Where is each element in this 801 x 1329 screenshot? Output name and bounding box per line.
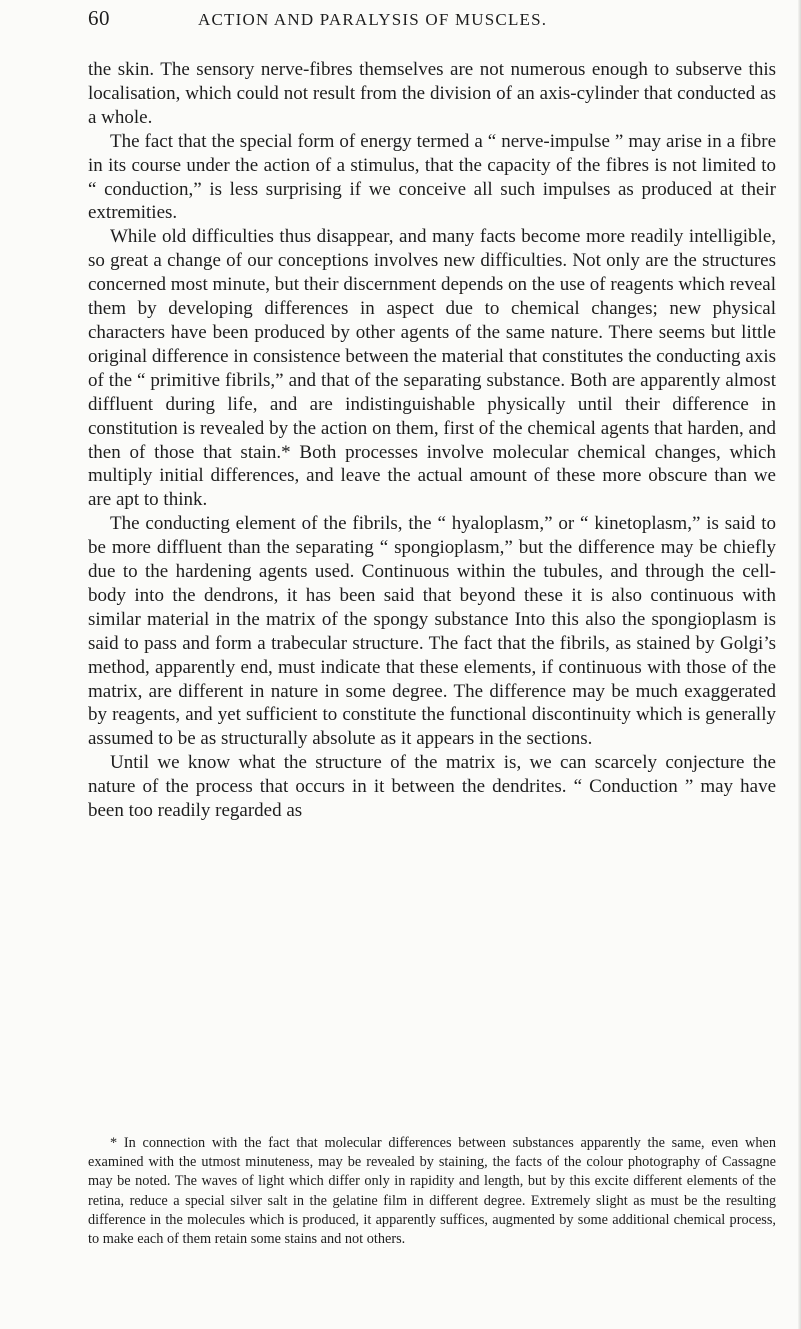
footnote-text: * In connection with the fact that molecular differences between substances apparently the same, even when examined with the utmost minuteness, may be revealed by staining, the facts of the colour photography of Cassagne may be noted. The waves of light which differ only in rapidity and length, but by this excite different elements of the retina, reduce a special silver salt in the gelatine film in different degree. Extremely slight as must be the resulting difference in the molecules which is produced, it apparently suffices, augmented by some additional chemical process, to make each of them retain some stains and not others.: [88, 1135, 776, 1248]
paragraph: While old difficulties thus disappear, and many facts become more readily intelligible, so great a change of our conceptions involves new difficulties. Not only are the structures concerned most minute, but their discernment depends on the use of reagents which reveal them by developing differences in aspect due to chemical changes; new physical characters have been produced by other agents of the same nature. There seems but little original difference in consistence between the material that constitutes the conducting axis of the “ primitive fibrils,” and that of the separating substance. Both are apparently almost diffluent during life, and are indistinguishable physically until their difference in constitution is revealed by the action on them, first of the chemical agents that harden, and then of those that stain.* Both processes involve molecular chemical changes, which multiply initial differences, and leave the actual amount of these more obscure than we are apt to think.: [88, 226, 776, 511]
footnote: [88, 1134, 776, 1249]
running-head: ACTION AND PARALYSIS OF MUSCLES.: [198, 10, 548, 29]
paragraph: The fact that the special form of energy termed a “ nerve-impulse ” may arise in a fibre in its course under the action of a stimulus, that the capacity of the fibres is not limited to “ conduction,” is less surprising if we conceive all such impulses as produced at their extremities.: [88, 130, 776, 224]
paragraph: the skin. The sensory nerve-fibres themselves are not numerous enough to subserve this localisation, which could not result from the division of an axis-cylinder that conducted as a whole.: [88, 59, 776, 128]
paragraph: The conducting element of the fibrils, the “ hyaloplasm,” or “ kinetoplasm,” is said to be more diffluent than the separating “ spongioplasm,” but the difference may be chiefly due to the hardening agents used. Continuous within the tubules, and through the cell-body into the dendrons, it has been said that beyond these it is also continuous with similar material in the matrix of the spongy substance Into this also the spongioplasm is said to pass and form a trabecular structure. The fact that the fibrils, as stained by Golgi’s method, apparently end, must indicate that these elements, if continuous with those of the matrix, are different in nature in some degree. The difference may be much exaggerated by reagents, and yet sufficient to constitute the functional discontinuity which is generally assumed to be as structurally absolute as it appears in the sections.: [88, 513, 776, 750]
page-header: [88, 6, 788, 36]
paragraph: Until we know what the structure of the matrix is, we can scarcely conjecture the nature of the process that occurs in it between the dendrites. “ Conduction ” may have been too readily regarded as: [88, 752, 776, 822]
page-number: 60: [88, 6, 110, 30]
body-text: [88, 58, 776, 823]
